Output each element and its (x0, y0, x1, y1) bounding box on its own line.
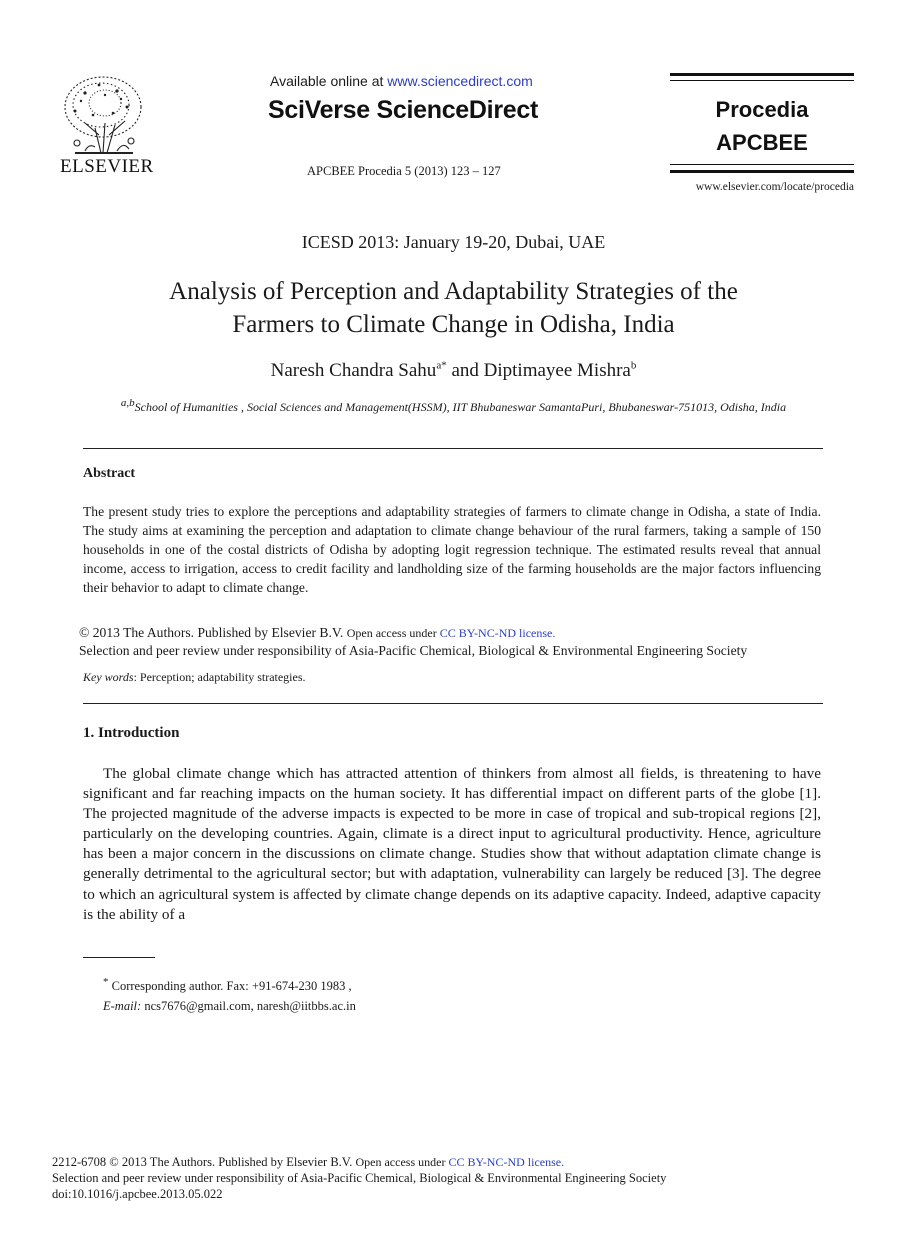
title-line1: Analysis of Perception and Adaptability Strategies of the (169, 278, 738, 305)
available-prefix: Available online at (270, 73, 388, 89)
footer-license-link[interactable]: CC BY-NC-ND license. (448, 1155, 565, 1169)
section-heading-introduction: 1. Introduction (83, 725, 180, 741)
license-link[interactable]: CC BY-NC-ND license. (439, 626, 556, 640)
banner-rule (670, 164, 854, 165)
journal-name-line2: APCBEE (716, 130, 808, 155)
footnote-email (103, 999, 356, 1014)
banner-rule (670, 80, 854, 81)
peer-review-text: Selection and peer review under responsibility of Asia-Pacific Chemical, Biological & Environmental Engineering Society (79, 643, 748, 658)
open-access-text: Open access under (346, 626, 440, 640)
copyright-text: © 2013 The Authors. Published by Elsevier B.V. (79, 625, 347, 640)
author-list (0, 360, 907, 382)
affiliation (0, 397, 907, 415)
journal-reference: APCBEE Procedia 5 (2013) 123 – 127 (307, 164, 501, 178)
author-affiliation-marker: b (630, 359, 637, 372)
section-divider (83, 448, 823, 449)
footer-doi[interactable]: doi:10.1016/j.apcbee.2013.05.022 (52, 1187, 223, 1201)
page-footer (52, 1154, 666, 1202)
conference-line: ICESD 2013: January 19-20, Dubai, UAE (301, 232, 606, 252)
footer-copyright: 2212-6708 © 2013 The Authors. Published by Elsevier B.V. (52, 1155, 356, 1169)
footer-peer-review: Selection and peer review under responsibility of Asia-Pacific Chemical, Biological & Environmental Engineering Society (52, 1171, 667, 1185)
copyright-notice (79, 624, 839, 659)
author-separator: and (446, 360, 484, 381)
publisher-wordmark: ELSEVIER (60, 156, 154, 177)
corresponding-text: Corresponding author. Fax: +91-674-230 1983 , (108, 979, 352, 993)
title-line2: Farmers to Climate Change in Odisha, India (232, 311, 675, 338)
paper-title (0, 275, 907, 341)
introduction-text: The global climate change which has attracted attention of thinkers from almost all fields, is threatening to have significant and far reaching impacts on the human society. It has differential impact on different parts of the globe [1]. The projected magnitude of the adverse impacts is expected to be more in case of tropical and sub-tropical regions [2], particularly on the developing countries. Again, climate is a direct input to agricultural productivity. Hence, agriculture has been a major concern in the discussions on climate change. Studies show that without adaptation climate change is generally detrimental to the agricultural sector; but with adaptation, vulnerability can largely be reduced [3]. The degree to which an agricultural system is affected by climate change depends on its adaptive capacity. Indeed, adaptive capacity is the ability of a (83, 765, 821, 923)
email-label: E-mail: (103, 999, 142, 1013)
journal-name-line1: Procedia (715, 97, 809, 122)
platform-logo-text: SciVerse ScienceDirect (268, 96, 538, 124)
abstract-body: The present study tries to explore the perceptions and adaptability strategies of farmers to climate change in Odisha, a state of India. The study aims at examining the perception and adaptation to climate change behaviour of the rural farmers, taking a sample of 150 households in one of the costal districts of Odisha by adopting logit regression technique. The estimated results reveal that annual income, access to irrigation, access to credit facility and landholding size of the farming households are the major factors influencing their behavior to adapt to climate change. (83, 504, 821, 595)
author-name: Diptimayee Mishra (483, 360, 631, 381)
keywords-label: Key words (83, 670, 134, 684)
journal-name (670, 93, 854, 159)
abstract-heading: Abstract (83, 466, 136, 481)
affiliation-text: School of Humanities , Social Sciences and Management(HSSM), IIT Bhubaneswar SamantaPuri, Bhubaneswar-751013, Odisha, India (134, 400, 787, 414)
available-online-line (270, 73, 533, 89)
email-addresses[interactable]: ncs7676@gmail.com, naresh@iitbbs.ac.in (141, 999, 356, 1013)
footer-open-access: Open access under (355, 1155, 449, 1169)
affiliation-marker: a,b (120, 397, 135, 409)
introduction-paragraph (83, 764, 821, 925)
keywords-text: : Perception; adaptability strategies. (133, 670, 306, 684)
footnote-divider (83, 957, 155, 958)
author-affiliation-marker: a* (436, 359, 447, 372)
author-name: Naresh Chandra Sahu (270, 360, 437, 381)
section-divider (83, 703, 823, 704)
banner-rule (670, 170, 854, 173)
journal-banner (670, 73, 854, 173)
banner-rule (670, 73, 854, 76)
journal-homepage-url[interactable]: www.elsevier.com/locate/procedia (695, 181, 854, 193)
keywords (83, 670, 306, 685)
footnote-marker: * (103, 975, 109, 988)
footnote-corresponding-author (103, 975, 352, 994)
sciencedirect-link[interactable]: www.sciencedirect.com (387, 73, 533, 89)
